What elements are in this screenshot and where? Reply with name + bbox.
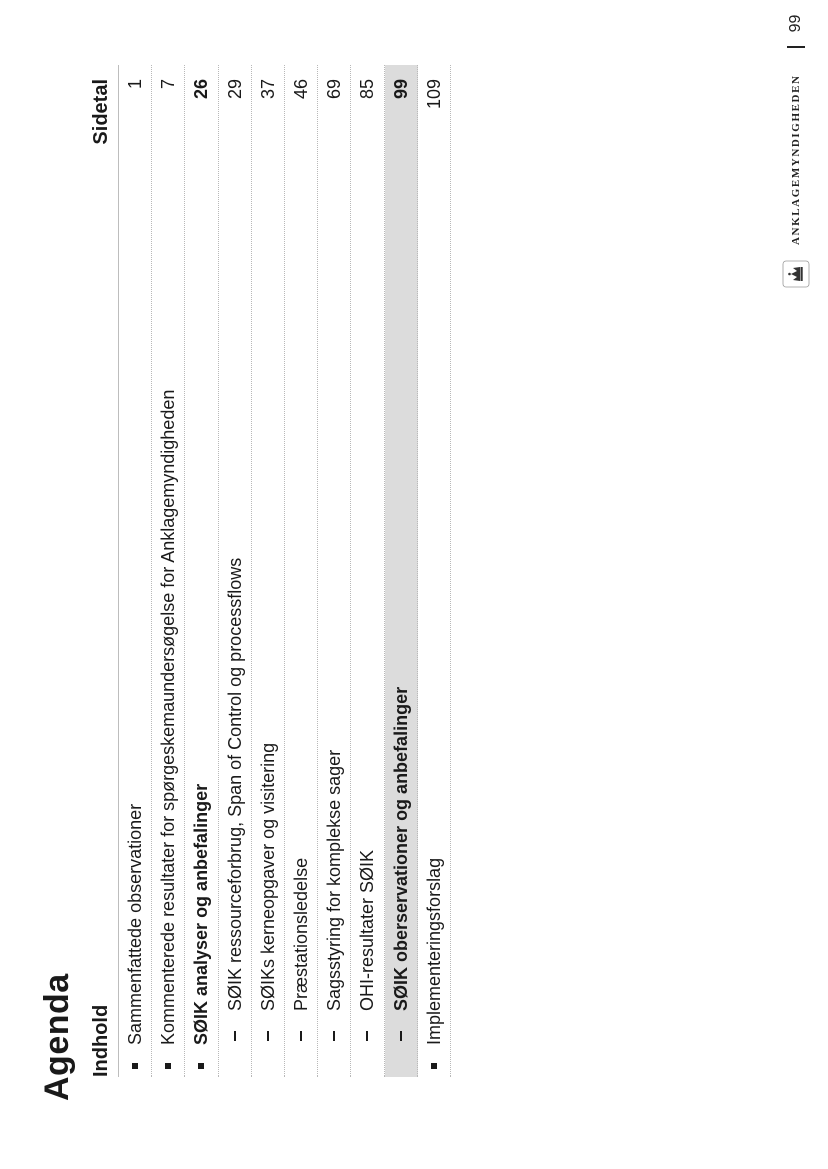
toc-item-label: SØIK ressourceforbrug, Span of Control og processflows <box>224 557 245 1011</box>
brand-name: ANKLAGEMYNDIGHEDEN <box>790 74 802 245</box>
toc-item-label: Kommenterede resultater for spørgeskemaundersøgelse for Anklagemyndigheden <box>158 389 179 1045</box>
dash-icon <box>234 1031 236 1041</box>
bullet-icon <box>165 1063 171 1069</box>
table-row[interactable] <box>219 65 252 1077</box>
dash-icon <box>400 1031 402 1041</box>
toc-item-page: 7 <box>158 79 179 90</box>
table-row[interactable] <box>119 65 152 1077</box>
bullet-icon <box>132 1063 138 1069</box>
toc-item-page: 1 <box>125 79 145 90</box>
table-row[interactable] <box>318 65 351 1077</box>
toc-item-page: 46 <box>290 79 311 100</box>
toc-item-label: Præstationsledelse <box>290 857 311 1011</box>
bullet-icon <box>198 1063 204 1069</box>
footer <box>778 15 814 289</box>
table-row[interactable] <box>152 65 185 1077</box>
toc-item-page: 109 <box>423 79 444 110</box>
footer-separator <box>787 46 805 48</box>
page-title: Agenda <box>38 973 76 1101</box>
toc-item-page: 29 <box>224 79 245 100</box>
toc-item-page: 99 <box>390 79 411 100</box>
dash-icon <box>267 1031 269 1041</box>
toc-item-page: 69 <box>324 79 345 100</box>
toc-header-title: Indhold <box>90 1004 112 1077</box>
table-row[interactable] <box>252 65 285 1077</box>
table-of-contents <box>84 65 451 1077</box>
crown-icon <box>781 259 811 289</box>
toc-item-label: SØIK analyser og anbefalinger <box>191 783 212 1045</box>
toc-item-label: Sammenfattede observationer <box>125 803 145 1045</box>
toc-item-label: Implementeringsforslag <box>423 857 444 1045</box>
toc-item-page: 37 <box>257 79 278 100</box>
table-row[interactable] <box>185 65 218 1077</box>
toc-item-label: SØIK oberservationer og anbefalinger <box>390 686 411 1011</box>
bullet-icon <box>431 1063 437 1069</box>
dash-icon <box>300 1031 302 1041</box>
toc-header-page: Sidetal <box>90 79 112 145</box>
toc-item-label: OHI-resultater SØIK <box>357 849 378 1011</box>
table-row[interactable] <box>385 65 418 1077</box>
toc-item-page: 26 <box>191 79 212 100</box>
dash-icon <box>333 1031 335 1041</box>
toc-item-label: Sagsstyring for komplekse sager <box>324 749 345 1011</box>
table-row[interactable] <box>351 65 384 1077</box>
dash-icon <box>366 1031 368 1041</box>
table-row[interactable] <box>285 65 318 1077</box>
page-number: 99 <box>787 14 804 33</box>
toc-header <box>84 65 119 1077</box>
toc-item-page: 85 <box>357 79 378 100</box>
toc-item-label: SØIKs kerneopgaver og visitering <box>257 742 278 1011</box>
table-row[interactable] <box>418 65 451 1077</box>
